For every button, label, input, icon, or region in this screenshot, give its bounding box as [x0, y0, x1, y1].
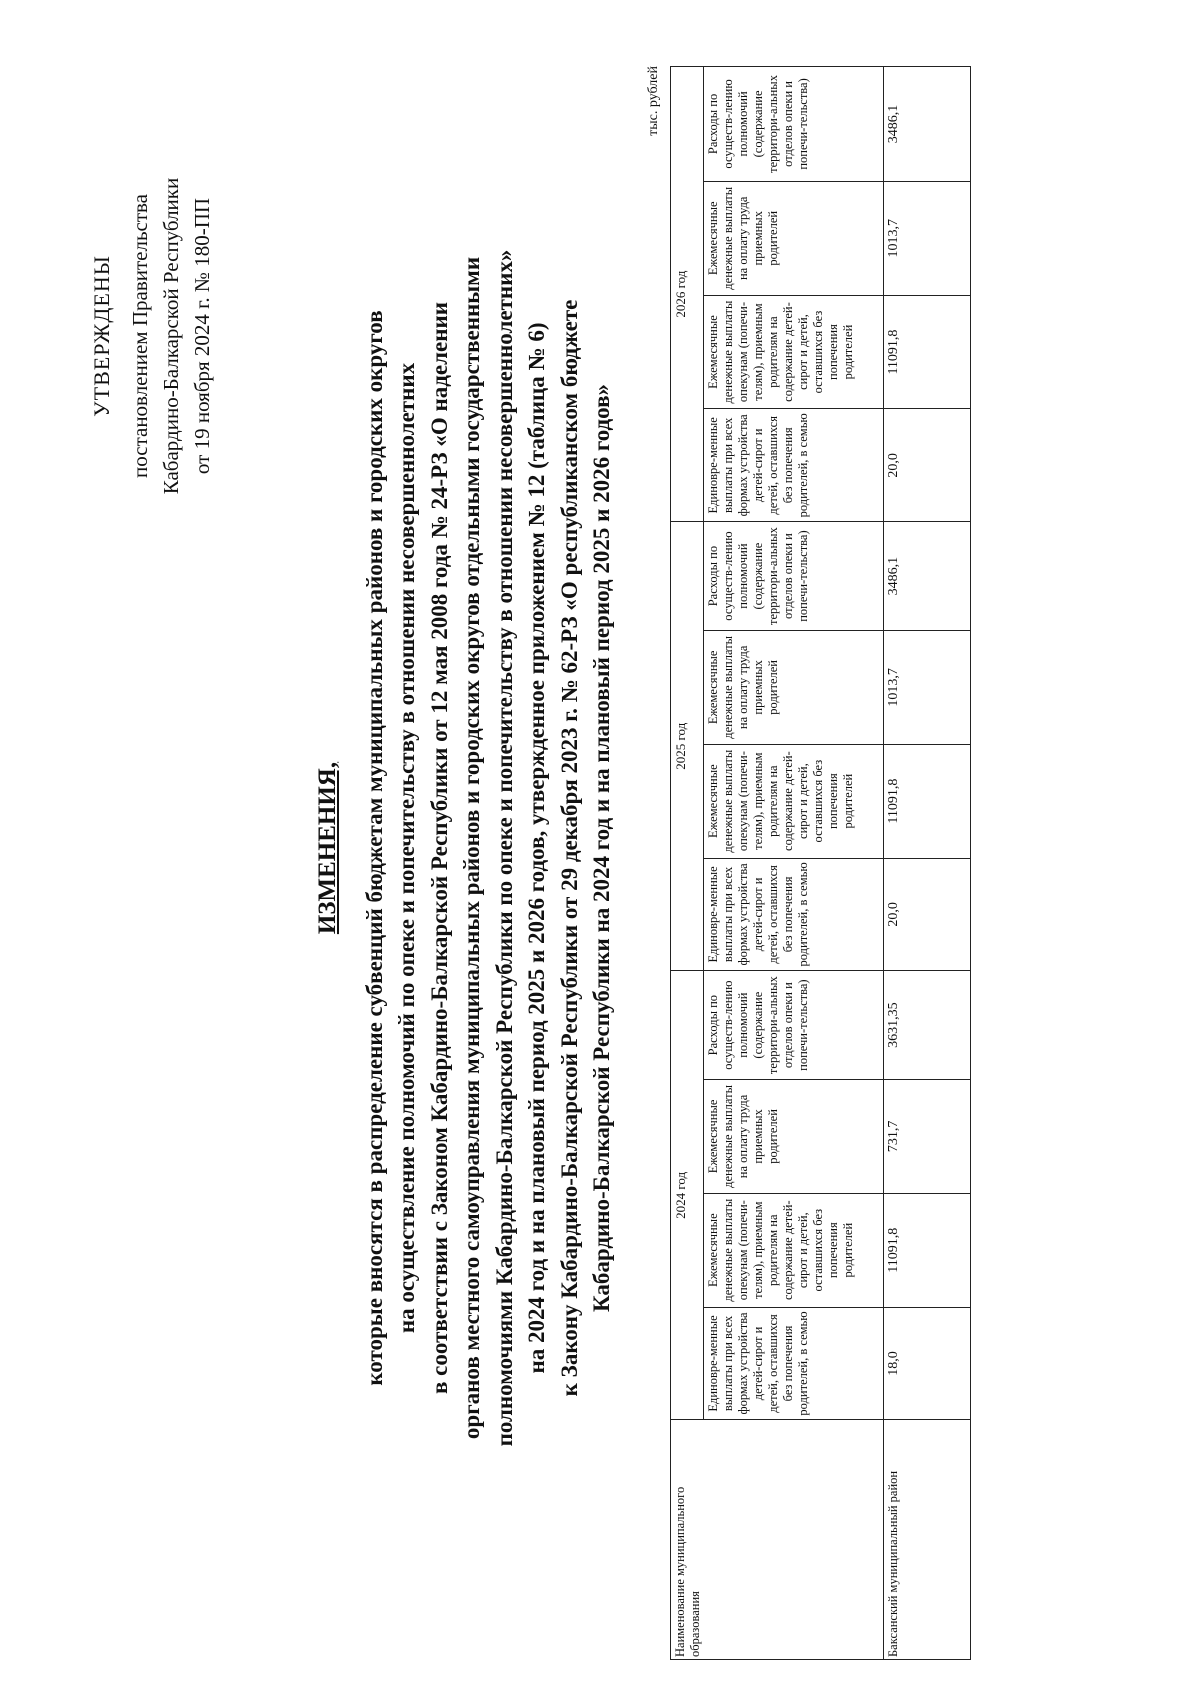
title-line: Кабардино-Балкарской Республики на 2024 год и на плановый период 2025 и 2026 годов»	[589, 383, 614, 1313]
table-cell: 11091,8	[884, 744, 971, 858]
header-subcolumn: Ежемесячные денежные выплаты опекунам (попечи-телям), приемным родителям на содержание детей-сирот и детей, оставшихся без попечения родителей	[704, 1193, 884, 1307]
header-subcolumn: Единовре-менные выплаты при всех формах устройства детей-сирот и детей, оставшихся без попечения родителей, в семью	[704, 1307, 884, 1420]
table-cell: 1013,7	[884, 181, 971, 295]
header-municipality: Наименование муниципального образования	[671, 1420, 884, 1660]
units-label: тыс. рублей	[646, 66, 661, 136]
municipality-name: Баксанский муниципальный район	[884, 1420, 971, 1660]
table-row	[884, 67, 971, 1660]
table-cell: 20,0	[884, 858, 971, 971]
table-cell: 11091,8	[884, 295, 971, 409]
approval-heading: УТВЕРЖДЕНЫ	[89, 255, 114, 417]
table-cell: 731,7	[884, 1080, 971, 1194]
header-subcolumn: Единовре-менные выплаты при всех формах устройства детей-сирот и детей, оставшихся без попечения родителей, в семью	[704, 858, 884, 971]
table-cell: 3631,35	[884, 971, 971, 1080]
table-cell: 11091,8	[884, 1193, 971, 1307]
header-year: 2024 год	[671, 971, 704, 1420]
title-line: которые вносятся в распределение субвенций бюджетам муниципальных районов и городских округов	[361, 310, 387, 1386]
title-line: на осуществление полномочий по опеке и попечительству в отношении несовершеннолетних	[394, 362, 419, 1334]
subvention-table	[670, 66, 971, 1660]
approval-line: Кабардино-Балкарской Республики	[159, 177, 183, 495]
title-main: ИЗМЕНЕНИЯ,	[314, 761, 341, 935]
title-line: в соответствии с Законом Кабардино-Балкарской Республики от 12 мая 2008 года № 24-РЗ «О наделении	[426, 302, 452, 1394]
header-subcolumn: Расходы по осуществ-лению полномочий (содержание территори-альных отделов опеки и попечи-тельства)	[704, 522, 884, 631]
header-subcolumn: Ежемесячные денежные выплаты опекунам (попечи-телям), приемным родителям на содержание детей-сирот и детей, оставшихся без попечения родителей	[704, 744, 884, 858]
table-cell: 1013,7	[884, 630, 971, 744]
header-subcolumn: Ежемесячные денежные выплаты на оплату труда приемных родителей	[704, 1080, 884, 1194]
document-title	[312, 60, 619, 1636]
table-cell: 3486,1	[884, 522, 971, 631]
header-year: 2026 год	[671, 67, 704, 522]
table-header-years	[671, 67, 704, 1660]
header-subcolumn: Ежемесячные денежные выплаты на оплату труда приемных родителей	[704, 181, 884, 295]
header-year: 2025 год	[671, 522, 704, 971]
header-subcolumn: Расходы по осуществ-лению полномочий (содержание территори-альных отделов опеки и попечи-тельства)	[704, 67, 884, 182]
approval-date: от 19 ноября 2024 г. № 180-ПП	[190, 197, 214, 475]
header-subcolumn: Ежемесячные денежные выплаты на оплату труда приемных родителей	[704, 630, 884, 744]
table-cell: 3486,1	[884, 67, 971, 182]
title-line: на 2024 год и на плановый период 2025 и 2026 годов, утвержденное приложением № 12 (таблица № 6)	[524, 322, 549, 1374]
title-line: к Закону Кабардино-Балкарской Республики от 29 декабря 2023 г. № 62-РЗ «О республиканском бюджете	[556, 299, 582, 1397]
title-line: полномочиями Кабардино-Балкарской Республики по опеке и попечительству в отношении несовершеннолетних»	[491, 249, 517, 1447]
approval-block	[86, 76, 218, 596]
title-line: органов местного самоуправления муниципальных районов и городских округов отдельными государственными	[459, 256, 484, 1440]
table-cell: 20,0	[884, 409, 971, 522]
table-cell: 18,0	[884, 1307, 971, 1420]
header-subcolumn: Ежемесячные денежные выплаты опекунам (попечи-телям), приемным родителям на содержание детей-сирот и детей, оставшихся без попечения родителей	[704, 295, 884, 409]
approval-line: постановлением Правительства	[128, 194, 152, 479]
header-subcolumn: Единовре-менные выплаты при всех формах устройства детей-сирот и детей, оставшихся без попечения родителей, в семью	[704, 409, 884, 522]
header-subcolumn: Расходы по осуществ-лению полномочий (содержание территори-альных отделов опеки и попечи-тельства)	[704, 971, 884, 1080]
